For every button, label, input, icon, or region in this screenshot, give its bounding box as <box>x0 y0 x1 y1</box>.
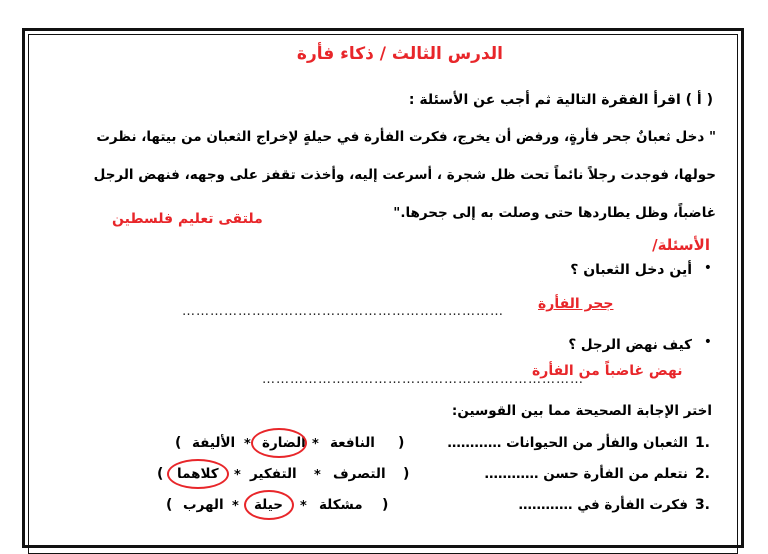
mcq-2-number: 2. <box>694 466 710 482</box>
mcq-2-sep: * <box>314 468 321 483</box>
mcq-2-option-3: كلاهما <box>177 466 219 482</box>
mcq-3-open-paren: ) <box>382 497 389 513</box>
lesson-title: الدرس الثالث / ذكاء فأرة <box>296 44 503 64</box>
mcq-2-sep: * <box>234 468 241 483</box>
mcq-3-option-1: مشكلة <box>319 497 363 513</box>
paragraph-line-1: " دخل ثعبانٌ جحر فأرةٍ، ورفض أن يخرج، فكرت الفأرة في حيلةٍ لإخراج الثعبان من بيتها، نظرت <box>96 129 716 145</box>
mcq-3-sep: * <box>300 499 307 514</box>
mcq-1-stem: الثعبان والفأر من الحيوانات ………… <box>447 435 688 451</box>
mcq-heading: اختر الإجابة الصحيحة مما بين القوسين: <box>451 403 712 419</box>
mcq-1-option-1: النافعة <box>330 435 375 451</box>
mcq-3-option-3: الهرب <box>183 497 224 513</box>
mcq-1-selected-circle <box>251 428 307 458</box>
mcq-1-close-paren: ( <box>175 435 182 451</box>
mcq-3-sep: * <box>232 499 239 514</box>
reading-instruction: ( أ ) اقرأ الفقرة التالية ثم أجب عن الأسئلة : <box>408 92 713 108</box>
mcq-3-stem: فكرت الفأرة في ………… <box>518 497 688 513</box>
answer-2-text: نهض غاضباً من الفأرة <box>532 363 683 379</box>
mcq-2-option-1: التصرف <box>333 466 386 482</box>
mcq-3-selected-circle <box>244 490 294 520</box>
mcq-3-close-paren: ( <box>166 497 173 513</box>
mcq-1-number: 1. <box>694 435 710 451</box>
mcq-1-sep: * <box>244 437 251 452</box>
watermark-text: ملتقى تعليم فلسطين <box>112 211 263 227</box>
mcq-3-number: 3. <box>694 497 710 513</box>
answer-line-1: …………………………………………………………… <box>182 304 504 319</box>
question-bullet: • <box>703 334 712 350</box>
paragraph-line-2: حولها، فوجدت رجلاً نائماً تحت ظل شجرة ، أسرعت إليه، وأخذت تقفز على وجهه، فنهض الرجل <box>93 167 716 183</box>
mcq-2-stem: نتعلم من الفأرة حسن ………… <box>484 466 688 482</box>
mcq-1-sep: * <box>312 437 319 452</box>
mcq-1-open-paren: ) <box>398 435 405 451</box>
mcq-3-option-2: حيلة <box>254 497 283 513</box>
mcq-2-close-paren: ( <box>157 466 164 482</box>
mcq-2-option-2: التفكير <box>250 466 297 482</box>
question-2-text: كيف نهض الرجل ؟ <box>568 337 692 353</box>
answer-line-2: …………………………………………………………… <box>262 372 584 387</box>
mcq-2-open-paren: ) <box>403 466 410 482</box>
mcq-1-option-2: الضارة <box>262 435 306 451</box>
questions-heading: الأسئلة/ <box>652 236 710 254</box>
question-bullet: • <box>703 260 712 276</box>
mcq-1-option-3: الأليفة <box>192 435 236 451</box>
paragraph-line-3: غاضباً، وظل يطاردها حتى وصلت به إلى جحرها." <box>393 205 716 221</box>
mcq-2-selected-circle <box>167 459 229 489</box>
answer-1-text: جحر الفأرة <box>538 296 614 312</box>
question-1-text: أين دخل الثعبان ؟ <box>570 262 692 278</box>
